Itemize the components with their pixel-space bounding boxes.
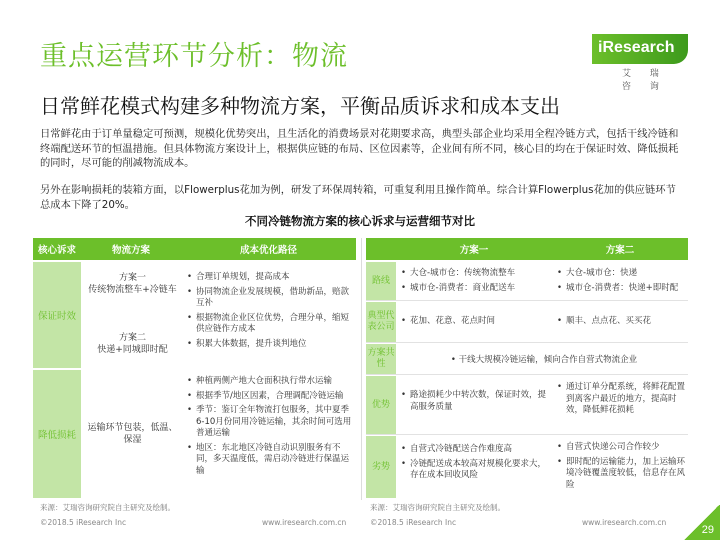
table-row bbox=[33, 370, 356, 498]
header-logistics-plan: 物流方案 bbox=[111, 245, 150, 256]
plan-1-cell bbox=[400, 268, 548, 297]
left-comparison-table bbox=[33, 238, 356, 500]
intro-paragraph-1: 日常鲜花由于订单量稳定可预测，规模化优势突出，且生活化的消费场景对花期要求高，典型头部企业均采用全程冷链方式，包括干线冷链和终端配送环节的恒温措施。但具体物流方案设计上，根据供应链的布局、区位因素等，企业间有所不同，核心目的均在于保证时效、降低损耗的同时，尽可能的削减物流成本。 bbox=[40, 128, 679, 169]
intro-paragraph-2: 另外在影响损耗的装箱方面，以Flowerplus花加为例，研发了环保周转箱，可重复利用且操作简单。综合计算Flowerplus花加的供应链环节总成本下降了20%。 bbox=[40, 184, 676, 211]
footer-copyright-right: ©2018.5 iResearch Inc bbox=[370, 518, 457, 527]
list-item: • 顺丰、点点花、买买花 bbox=[556, 316, 688, 328]
cost-path-list bbox=[185, 272, 355, 353]
row-divider bbox=[366, 300, 688, 301]
list-item: • 种植两侧产地大仓面积执行带水运输 bbox=[185, 376, 355, 388]
list-item: • 通过订单分配系统，将鲜花配置到离客户最近的地方，提高时效，降低鲜花损耗 bbox=[556, 382, 688, 417]
plan-cell: 运输环节包装，低温、保湿 bbox=[87, 423, 178, 445]
header-plan-2: 方案二 bbox=[605, 245, 635, 256]
table-row bbox=[366, 262, 688, 300]
list-item: • 花加、花意、花点时间 bbox=[400, 316, 548, 328]
list-item: • 大仓-城市仓：快递 bbox=[556, 268, 688, 280]
plan-2-cell bbox=[556, 442, 688, 494]
category-cell: 典型代表公司 bbox=[366, 302, 396, 342]
table-row bbox=[366, 344, 688, 374]
footer-copyright-left: ©2018.5 iResearch Inc bbox=[40, 518, 127, 527]
list-item: • 自营式冷链配送合作难度高 bbox=[400, 444, 548, 456]
table-row bbox=[366, 376, 688, 434]
plan-1-cell bbox=[400, 316, 548, 331]
logo-chinese-text: 艾 瑞 咨 询 bbox=[622, 69, 667, 92]
page-number-badge bbox=[683, 505, 720, 540]
list-item: • 城市仓-消费者：快递+即时配 bbox=[556, 283, 688, 295]
shared-cell: • 干线大规模冷链运输，倾向合作自营式物流企业 bbox=[450, 355, 638, 365]
table-row bbox=[33, 262, 356, 368]
list-item: • 积累大体数据，提升谈判地位 bbox=[185, 339, 355, 351]
header-plan-1: 方案一 bbox=[459, 245, 489, 256]
right-comparison-table bbox=[366, 238, 688, 500]
left-table-header bbox=[33, 238, 356, 260]
list-item: • 自营式快递公司合作较少 bbox=[556, 442, 688, 454]
header-core-demand: 核心诉求 bbox=[37, 245, 76, 256]
plan-1-cell bbox=[400, 444, 548, 485]
right-table-header bbox=[366, 238, 688, 260]
plan-2-cell bbox=[556, 382, 688, 420]
list-item: • 城市仓-消费者：商业配送车 bbox=[400, 283, 548, 295]
plan-1-cell bbox=[400, 390, 548, 416]
list-item: • 季节：鉴订全年物流打包服务，其中夏季6-10月份同用冷链运输，其余时间可选用普通运输 bbox=[185, 405, 355, 440]
cost-path-list bbox=[185, 376, 355, 480]
row-divider bbox=[366, 434, 688, 435]
plan-cell: 方案二 快递+同城即时配 bbox=[97, 333, 168, 355]
left-source-note: 来源：艾瑞咨询研究院自主研究及绘制。 bbox=[40, 503, 175, 512]
category-cell: 方案共性 bbox=[366, 344, 396, 374]
header-cost-path: 成本优化路径 bbox=[239, 245, 297, 256]
category-cell: 优势 bbox=[366, 376, 396, 434]
table-row bbox=[366, 436, 688, 498]
plan-2-cell bbox=[556, 268, 688, 297]
page-subtitle: 日常鲜花模式构建多种物流方案，平衡品质诉求和成本支出 bbox=[40, 94, 560, 118]
list-item: • 路途损耗少中转次数，保证时效，提高服务质量 bbox=[400, 390, 548, 413]
plan-2-cell bbox=[556, 316, 688, 331]
list-item: • 合理订单规划，提高成本 bbox=[185, 272, 355, 284]
table-title: 不同冷链物流方案的核心诉求与运营细节对比 bbox=[245, 214, 475, 228]
list-item: • 根据物流企业区位优势，合理分单，缩短供应链作方成本 bbox=[185, 313, 355, 336]
category-cell: 保证时效 bbox=[33, 262, 81, 368]
list-item: • 即时配的运输能力，加上运输环境冷链覆盖度较低，信息存在风险 bbox=[556, 457, 688, 492]
footer-url-left: www.iresearch.com.cn bbox=[262, 518, 347, 527]
category-cell: 劣势 bbox=[366, 436, 396, 498]
list-item: • 冷链配送成本较高对规模化要求大，存在成本回收风险 bbox=[400, 459, 548, 482]
right-source-note: 来源：艾瑞咨询研究院自主研究及绘制。 bbox=[370, 503, 505, 512]
footer-url-right: www.iresearch.com.cn bbox=[582, 518, 667, 527]
list-item: • 协同物流企业发展规模，借助新品，赔款互补 bbox=[185, 287, 355, 310]
category-cell: 路线 bbox=[366, 262, 396, 300]
category-cell: 降低损耗 bbox=[33, 370, 81, 498]
page-number: 29 bbox=[701, 524, 714, 536]
logo-brand-text: iResearch bbox=[598, 39, 675, 56]
list-item: • 地区：东北地区冷链自动识别服务有不同，多天温度低，需启动冷链进行保温运输 bbox=[185, 443, 355, 478]
iresearch-logo bbox=[592, 34, 692, 92]
page-title: 重点运营环节分析：物流 bbox=[40, 41, 348, 72]
list-item: • 大仓-城市仓：传统物流整车 bbox=[400, 268, 548, 280]
center-divider bbox=[361, 238, 362, 500]
list-item: • 根据季节/地区因素，合理调配冷链运输 bbox=[185, 391, 355, 403]
row-divider bbox=[366, 342, 688, 343]
row-divider bbox=[366, 374, 688, 375]
plan-cell: 方案一 传统物流整车+冷链车 bbox=[88, 273, 177, 295]
table-row bbox=[366, 302, 688, 342]
